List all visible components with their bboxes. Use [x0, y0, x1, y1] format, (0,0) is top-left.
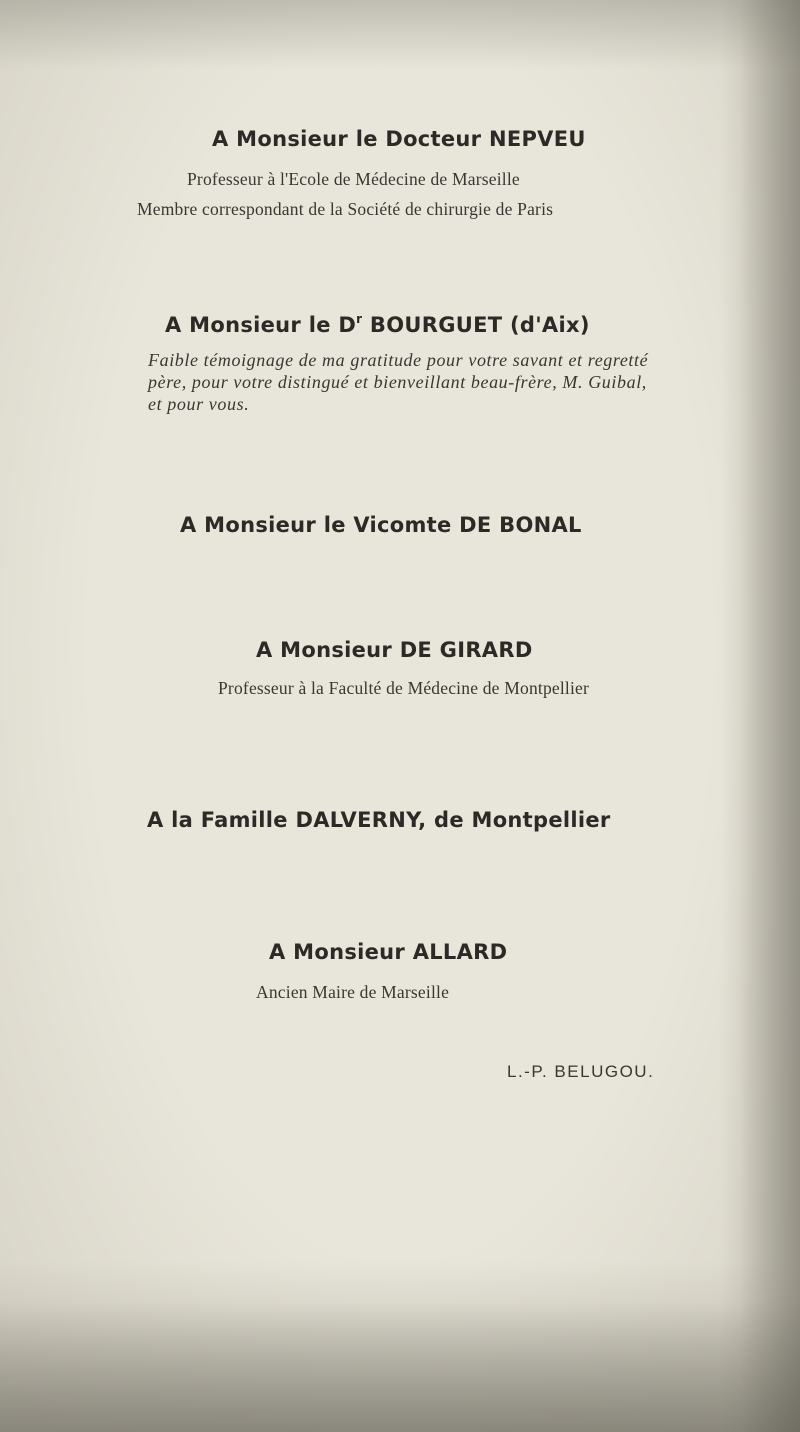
dedication-nepveu-line-1: Professeur à l'Ecole de Médecine de Marseille [187, 169, 520, 189]
bourguet-heading-prefix: A Monsieur le D [165, 313, 357, 337]
dalverny-heading-name: DALVERNY [295, 808, 419, 832]
dedication-bonal-heading: A Monsieur le Vicomte DE BONAL [180, 513, 582, 537]
dalverny-heading-prefix: A la Famille [147, 808, 296, 832]
dedication-allard-line-1: Ancien Maire de Marseille [256, 982, 450, 1002]
bourguet-heading-sup: r [356, 312, 363, 326]
paper-edge-top [0, 0, 800, 70]
paper-edge-bottom [0, 1302, 800, 1432]
dedication-girard-line-1: Professeur à la Faculté de Médecine de Montpellier [218, 678, 590, 698]
dedication-bourguet-line-1: Faible témoignage de ma gratitude pour votre savant et regretté [148, 350, 649, 370]
dedication-nepveu-line-2: Membre correspondant de la Société de chirurgie de Paris [137, 199, 554, 219]
dedication-nepveu-heading: A Monsieur le Docteur NEPVEU [212, 127, 586, 151]
bourguet-heading-suffix: BOURGUET (d'Aix) [362, 313, 590, 337]
paper-edge-right [740, 0, 800, 1432]
dedication-allard-heading: A Monsieur ALLARD [269, 940, 508, 964]
author-signature: L.-P. BELUGOU. [507, 1062, 655, 1081]
dalverny-heading-suffix: , de Montpellier [418, 808, 611, 832]
dedication-bourguet-line-3: et pour vous. [148, 394, 250, 414]
dedication-bourguet-line-2: père, pour votre distingué et bienveillant beau-frère, M. Guibal, [148, 372, 647, 392]
dedication-bourguet-heading [165, 313, 590, 337]
dedication-dalverny-heading [147, 808, 611, 832]
dedication-girard-heading: A Monsieur DE GIRARD [256, 638, 533, 662]
